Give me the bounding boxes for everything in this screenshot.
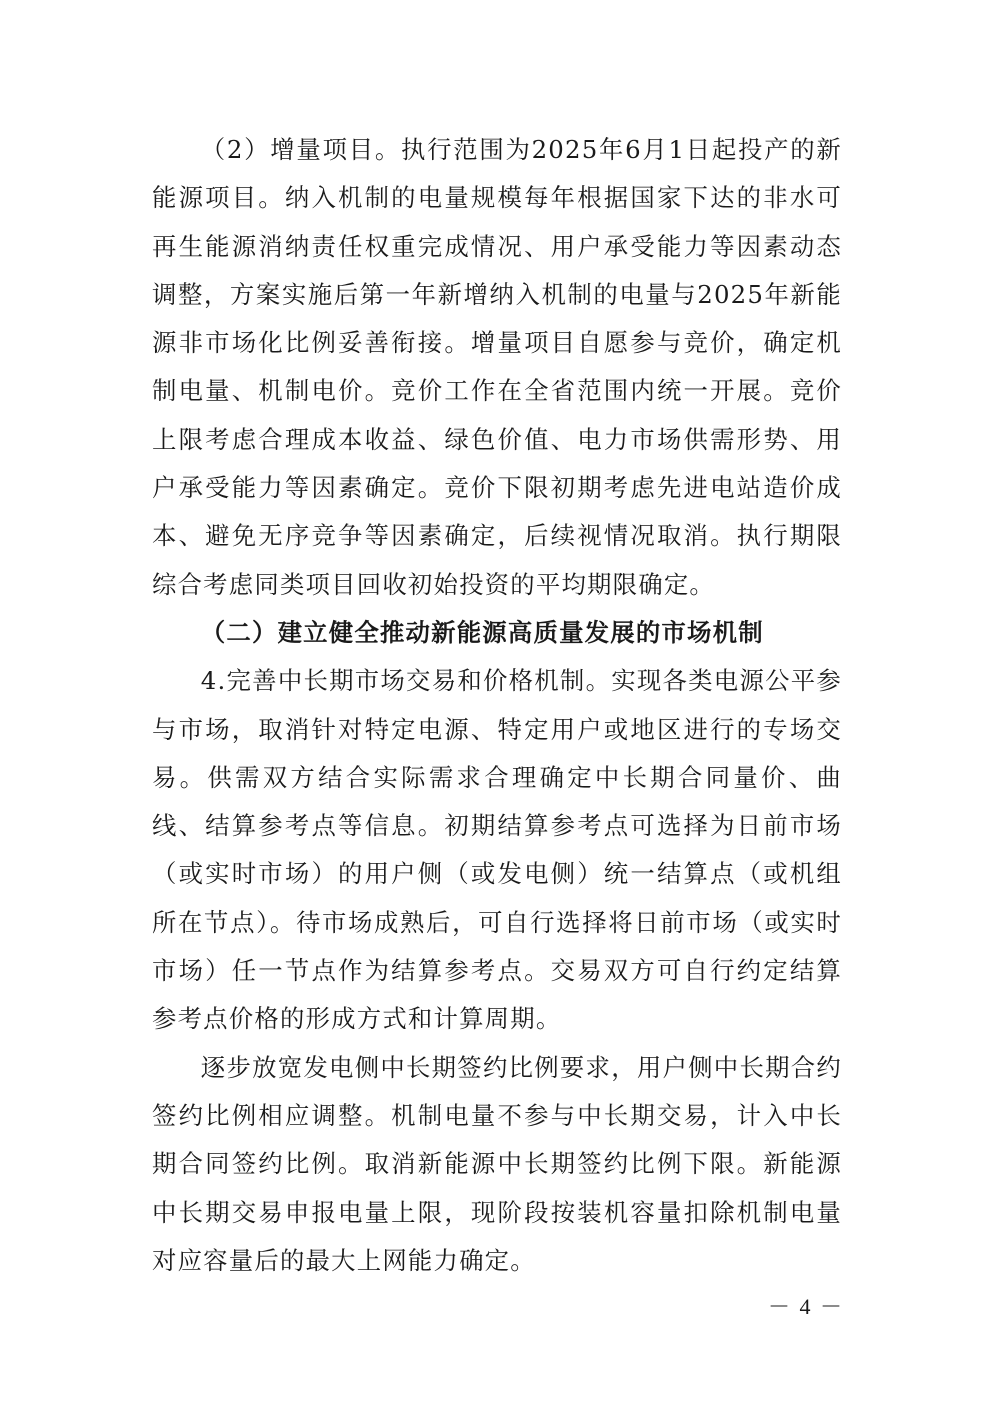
page-number: － 4 － — [767, 1294, 844, 1319]
paragraph-incremental-projects: （2）增量项目。执行范围为2025年6月1日起投产的新能源项目。纳入机制的电量规模每年根据国家下达的非水可再生能源消纳责任权重完成情况、用户承受能力等因素动态调整，方案实施后第一年新增纳入机制的电量与2025年新能源非市场化比例妥善衔接。增量项目自愿参与竞价，确定机制电量、机制电价。竞价工作在全省范围内统一开展。竞价上限考虑合理成本收益、绿色价值、电力市场供需形势、用户承受能力等因素确定。竞价下限初期考虑先进电站造价成本、避免无序竞争等因素确定，后续视情况取消。执行期限综合考虑同类项目回收初始投资的平均期限确定。 — [152, 135, 842, 599]
section-heading-market-mechanism: （二）建立健全推动新能源高质量发展的市场机制 — [200, 617, 764, 647]
paragraph-medium-long-term-trading: 4.完善中长期市场交易和价格机制。实现各类电源公平参与市场，取消针对特定电源、特定用户或地区进行的专场交易。供需双方结合实际需求合理确定中长期合同量价、曲线、结算参考点等信息。初期结算参考点可选择为日前市场（或实时市场）的用户侧（或发电侧）统一结算点（或机组所在节点）。待市场成熟后，可自行选择将日前市场（或实时市场）任一节点作为结算参考点。交易双方可自行约定结算参考点价格的形成方式和计算周期。 — [152, 666, 842, 1034]
paragraph-contract-ratio: 逐步放宽发电侧中长期签约比例要求，用户侧中长期合约签约比例相应调整。机制电量不参与中长期交易，计入中长期合同签约比例。取消新能源中长期签约比例下限。新能源中长期交易申报电量上限，现阶段按装机容量扣除机制电量对应容量后的最大上网能力确定。 — [152, 1052, 842, 1275]
document-body — [152, 126, 842, 1285]
